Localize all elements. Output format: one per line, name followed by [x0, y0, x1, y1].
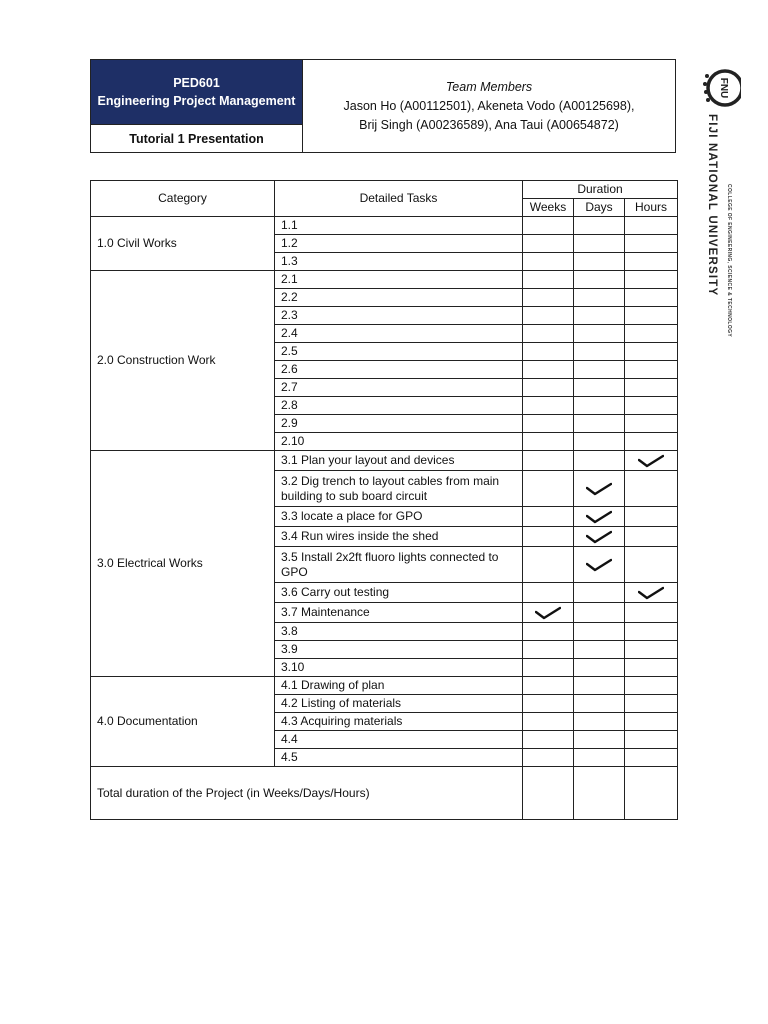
weeks-cell	[523, 343, 574, 361]
task-cell: 3.9	[275, 641, 523, 659]
task-cell: 1.1	[275, 217, 523, 235]
category-cell: 4.0 Documentation	[91, 677, 275, 767]
weeks-cell	[523, 677, 574, 695]
header-box	[90, 59, 676, 153]
hours-cell	[625, 659, 678, 677]
task-cell: 4.3 Acquiring materials	[275, 713, 523, 731]
weeks-cell	[523, 471, 574, 507]
hours-cell	[625, 307, 678, 325]
weeks-cell	[523, 253, 574, 271]
task-cell: 2.4	[275, 325, 523, 343]
weeks-cell	[523, 451, 574, 471]
hours-cell	[625, 527, 678, 547]
days-cell	[574, 659, 625, 677]
hours-cell	[625, 451, 678, 471]
hours-cell	[625, 361, 678, 379]
days-cell	[574, 583, 625, 603]
task-cell: 2.9	[275, 415, 523, 433]
days-cell	[574, 415, 625, 433]
task-cell: 3.7 Maintenance	[275, 603, 523, 623]
university-name: FIJI NATIONAL UNIVERSITY	[706, 114, 718, 297]
weeks-cell	[523, 603, 574, 623]
table-row	[91, 217, 678, 235]
days-cell	[574, 603, 625, 623]
hours-cell	[625, 749, 678, 767]
header-tasks: Detailed Tasks	[275, 181, 523, 217]
weeks-cell	[523, 623, 574, 641]
total-days-cell	[574, 767, 625, 820]
college-name: COLLEGE OF ENGINEERING, SCIENCE & TECHNOLOGY	[726, 184, 732, 338]
days-cell	[574, 289, 625, 307]
weeks-cell	[523, 217, 574, 235]
team-members-line-2: Brij Singh (A00236589), Ana Taui (A00654872)	[359, 117, 619, 132]
team-members-line-1: Jason Ho (A00112501), Akeneta Vodo (A00125698),	[343, 98, 635, 113]
category-cell: 2.0 Construction Work	[91, 271, 275, 451]
hours-cell	[625, 677, 678, 695]
course-name: Engineering Project Management	[97, 94, 296, 108]
days-cell	[574, 307, 625, 325]
hours-cell	[625, 235, 678, 253]
weeks-cell	[523, 749, 574, 767]
weeks-cell	[523, 507, 574, 527]
hours-cell	[625, 713, 678, 731]
task-cell: 4.1 Drawing of plan	[275, 677, 523, 695]
header-duration: Duration	[523, 181, 678, 199]
hours-cell	[625, 343, 678, 361]
days-cell	[574, 343, 625, 361]
task-cell: 4.5	[275, 749, 523, 767]
hours-cell	[625, 379, 678, 397]
hours-cell	[625, 325, 678, 343]
hours-cell	[625, 641, 678, 659]
hours-cell	[625, 507, 678, 527]
course-banner	[91, 60, 302, 124]
task-cell: 2.2	[275, 289, 523, 307]
weeks-cell	[523, 641, 574, 659]
days-cell	[574, 397, 625, 415]
task-cell: 1.3	[275, 253, 523, 271]
days-cell	[574, 433, 625, 451]
checkmark-icon	[586, 530, 612, 544]
weeks-cell	[523, 547, 574, 583]
hours-cell	[625, 603, 678, 623]
days-cell	[574, 379, 625, 397]
weeks-cell	[523, 713, 574, 731]
days-cell	[574, 749, 625, 767]
hours-cell	[625, 433, 678, 451]
weeks-cell	[523, 271, 574, 289]
task-cell: 2.7	[275, 379, 523, 397]
days-cell	[574, 361, 625, 379]
task-cell: 2.8	[275, 397, 523, 415]
task-cell: 3.8	[275, 623, 523, 641]
university-logo	[695, 62, 745, 338]
logo-text	[704, 114, 732, 338]
task-cell: 2.6	[275, 361, 523, 379]
header-category: Category	[91, 181, 275, 217]
hours-cell	[625, 217, 678, 235]
task-cell: 2.10	[275, 433, 523, 451]
weeks-cell	[523, 325, 574, 343]
weeks-cell	[523, 415, 574, 433]
task-cell: 4.2 Listing of materials	[275, 695, 523, 713]
weeks-cell	[523, 731, 574, 749]
task-cell: 3.3 locate a place for GPO	[275, 507, 523, 527]
task-cell: 3.10	[275, 659, 523, 677]
task-cell: 1.2	[275, 235, 523, 253]
checkmark-icon	[586, 558, 612, 572]
table-row	[91, 451, 678, 471]
weeks-cell	[523, 659, 574, 677]
course-code: PED601	[173, 76, 220, 90]
days-cell	[574, 507, 625, 527]
weeks-cell	[523, 433, 574, 451]
hours-cell	[625, 253, 678, 271]
hours-cell	[625, 623, 678, 641]
days-cell	[574, 527, 625, 547]
presentation-title: Tutorial 1 Presentation	[91, 124, 302, 152]
weeks-cell	[523, 379, 574, 397]
weeks-cell	[523, 361, 574, 379]
days-cell	[574, 677, 625, 695]
days-cell	[574, 217, 625, 235]
task-cell: 4.4	[275, 731, 523, 749]
checkmark-icon	[535, 606, 561, 620]
logo-mark-text: FNU	[718, 77, 729, 99]
weeks-cell	[523, 695, 574, 713]
team-block	[303, 60, 675, 152]
hours-cell	[625, 695, 678, 713]
weeks-cell	[523, 527, 574, 547]
weeks-cell	[523, 235, 574, 253]
task-cell: 3.4 Run wires inside the shed	[275, 527, 523, 547]
weeks-cell	[523, 397, 574, 415]
days-cell	[574, 623, 625, 641]
hours-cell	[625, 583, 678, 603]
weeks-cell	[523, 307, 574, 325]
weeks-cell	[523, 289, 574, 307]
hours-cell	[625, 415, 678, 433]
days-cell	[574, 695, 625, 713]
task-table	[90, 180, 678, 820]
days-cell	[574, 471, 625, 507]
task-cell: 3.1 Plan your layout and devices	[275, 451, 523, 471]
task-cell: 3.5 Install 2x2ft fluoro lights connected to GPO	[275, 547, 523, 583]
days-cell	[574, 271, 625, 289]
checkmark-icon	[638, 454, 664, 468]
hours-cell	[625, 289, 678, 307]
table-row	[91, 677, 678, 695]
task-cell: 2.3	[275, 307, 523, 325]
checkmark-icon	[638, 586, 664, 600]
header-days: Days	[574, 199, 625, 217]
task-cell: 3.2 Dig trench to layout cables from main building to sub board circuit	[275, 471, 523, 507]
days-cell	[574, 731, 625, 749]
task-table-body	[91, 217, 678, 767]
weeks-cell	[523, 583, 574, 603]
days-cell	[574, 235, 625, 253]
table-row	[91, 271, 678, 289]
days-cell	[574, 253, 625, 271]
total-hours-cell	[625, 767, 678, 820]
days-cell	[574, 547, 625, 583]
header-hours: Hours	[625, 199, 678, 217]
category-cell: 3.0 Electrical Works	[91, 451, 275, 677]
checkmark-icon	[586, 482, 612, 496]
days-cell	[574, 641, 625, 659]
hours-cell	[625, 731, 678, 749]
total-weeks-cell	[523, 767, 574, 820]
hours-cell	[625, 471, 678, 507]
task-cell: 2.5	[275, 343, 523, 361]
task-cell: 2.1	[275, 271, 523, 289]
category-cell: 1.0 Civil Works	[91, 217, 275, 271]
days-cell	[574, 713, 625, 731]
fnu-emblem-icon	[701, 66, 741, 112]
checkmark-icon	[586, 510, 612, 524]
course-block	[91, 60, 303, 152]
hours-cell	[625, 397, 678, 415]
task-cell: 3.6 Carry out testing	[275, 583, 523, 603]
days-cell	[574, 451, 625, 471]
team-title: Team Members	[445, 79, 533, 94]
total-duration-label: Total duration of the Project (in Weeks/Days/Hours)	[91, 767, 523, 820]
hours-cell	[625, 271, 678, 289]
days-cell	[574, 325, 625, 343]
hours-cell	[625, 547, 678, 583]
header-weeks: Weeks	[523, 199, 574, 217]
